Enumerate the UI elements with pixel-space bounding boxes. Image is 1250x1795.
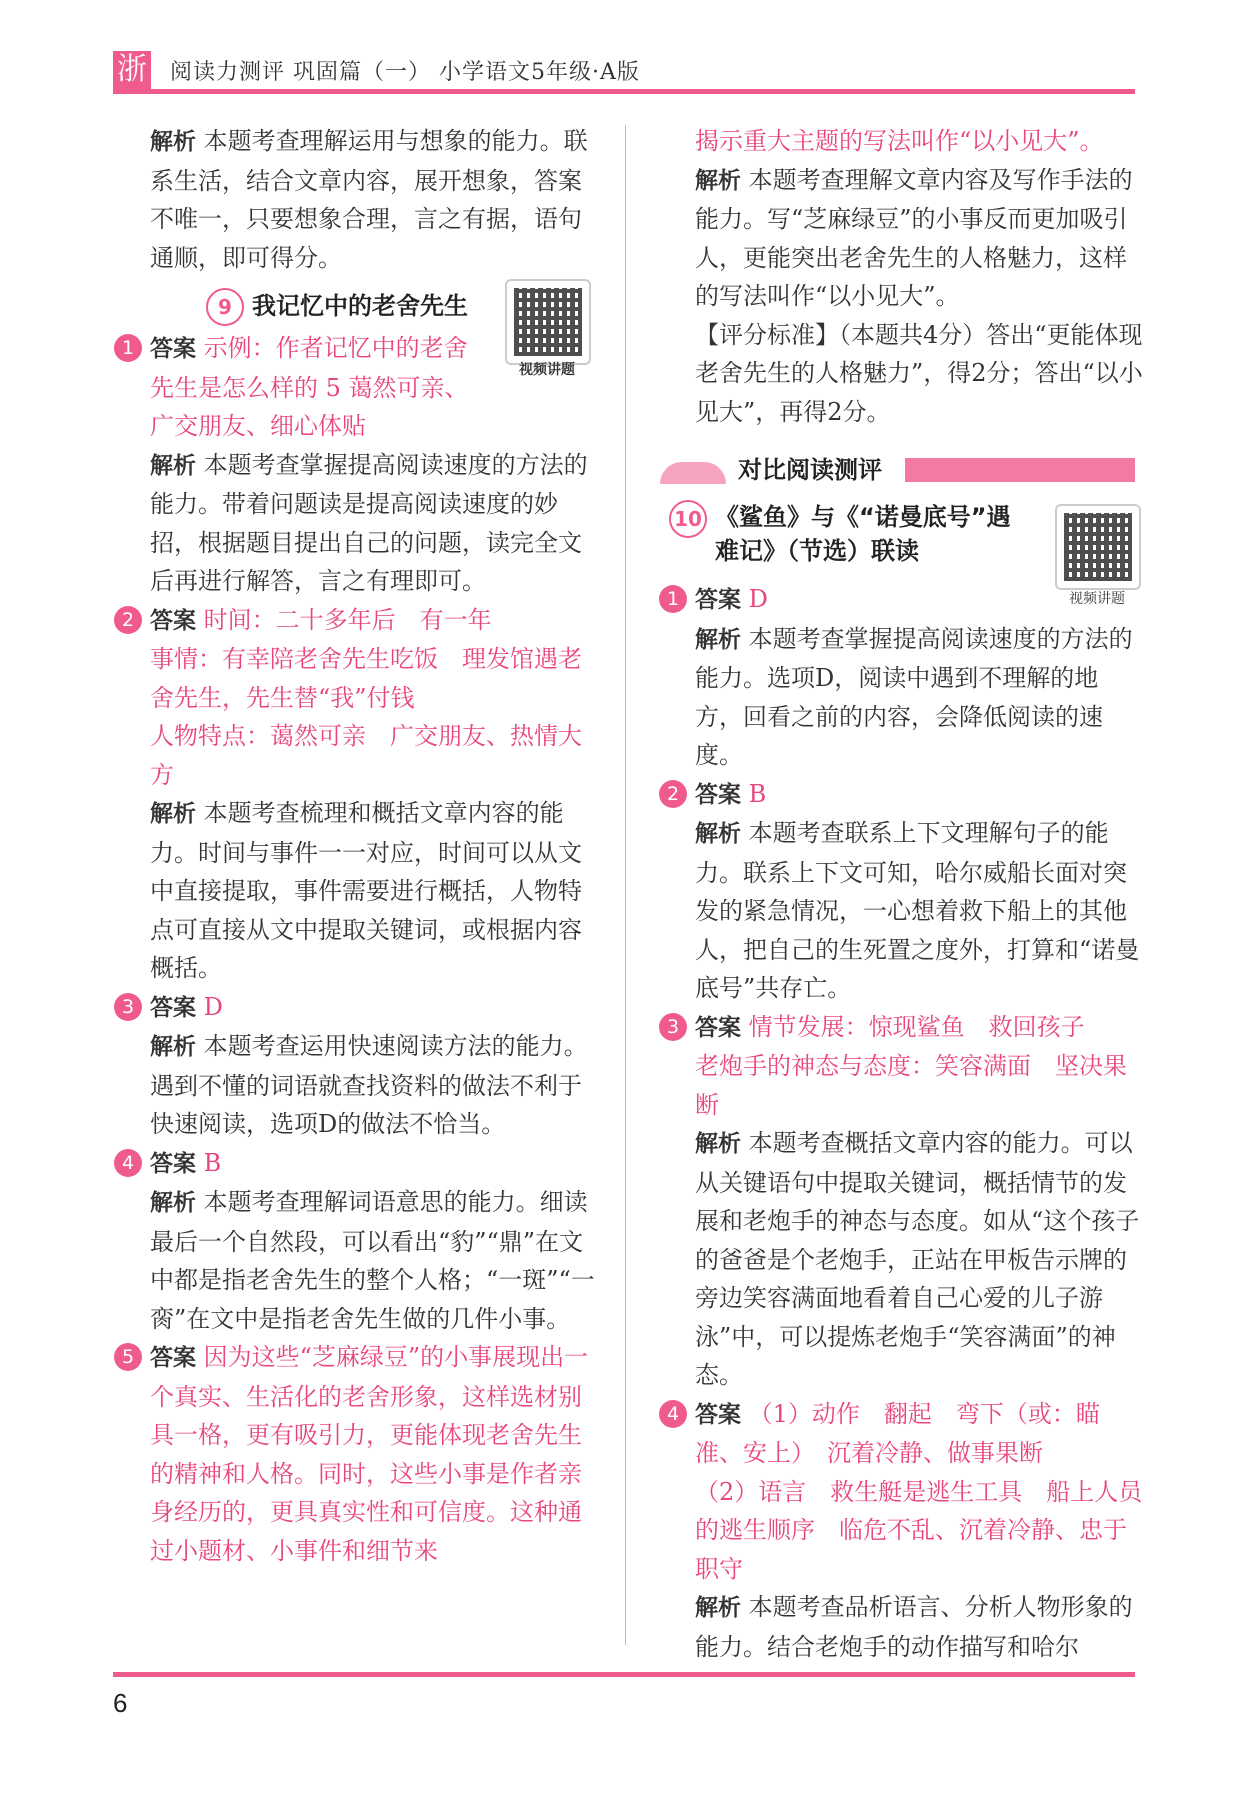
explanation-text: 本题考查掌握提高阅读速度的方法的能力。选项D，阅读中遇到不理解的地方，回看之前的内容，会降低阅读的速度。 xyxy=(695,624,1133,769)
explanation-label: 解析 xyxy=(695,626,741,653)
explanation-label: 解析 xyxy=(695,821,741,847)
page-header xyxy=(0,45,1250,100)
answer-label: 答案 xyxy=(150,1150,196,1177)
answer-label: 答案 xyxy=(695,1014,741,1041)
explanation-label: 解析 xyxy=(150,801,196,827)
explanation-label: 解析 xyxy=(150,129,196,155)
explanation-text: 本题考查梳理和概括文章内容的能力。时间与事件一一对应，时间可以从文中直接提取，事件需要进行概括，人物特点可直接从文中提取关键词，或根据内容概括。 xyxy=(150,799,582,982)
explanation-text: 本题考查理解词语意思的能力。细读最后一个自然段，可以看出“豹”“鼎”在文中都是指老舍先生的整个人格；“一斑”“一脔”在文中是指老舍先生做的几件小事。 xyxy=(150,1188,595,1333)
q4-answer xyxy=(121,1144,600,1184)
answer-text: D xyxy=(203,992,223,1021)
answer-label: 答案 xyxy=(695,781,741,808)
explanation-text: 本题考查品析语言、分析人物形象的能力。结合老炮手的动作描写和哈尔 xyxy=(695,1593,1133,1661)
question-number: 2 xyxy=(659,780,687,808)
right-column xyxy=(695,122,1145,431)
answer-text: 人物特点：蔼然可亲 广交朋友、热情大方 xyxy=(150,722,582,789)
scoring-label: 【评分标准】 xyxy=(695,320,839,349)
qr-code-icon[interactable] xyxy=(1055,504,1141,590)
q3-answer xyxy=(121,988,600,1028)
right-column-lower xyxy=(666,500,1145,1666)
section-10-heading xyxy=(669,500,1029,580)
question-number: 1 xyxy=(659,585,687,613)
answer-text: D xyxy=(748,585,768,613)
page-number: 6 xyxy=(113,1688,128,1718)
answer-text: 因为这些“芝麻绿豆”的小事展现出一个真实、生活化的老舍形象，这样选材别具一格，更有吸引力，更能体现老舍先生的精神和人格。同时，这些小事是作者亲身经历的，更具真实性和可信度。这种通过小题材、小事件和细节来 xyxy=(150,1343,589,1565)
question-number: 3 xyxy=(659,1013,687,1041)
q3-explanation xyxy=(695,1124,1145,1395)
scoring-criteria xyxy=(695,316,1145,432)
section-number: 9 xyxy=(206,288,244,326)
explanation-text: 本题考查联系上下文理解句子的能力。联系上下文可知，哈尔威船长面对突发的紧急情况，一心想着救下船上的其他人，把自己的生死置之度外，打算和“诺曼底号”共存亡。 xyxy=(695,819,1140,1002)
q4-explanation xyxy=(695,1588,1145,1666)
q1-explanation xyxy=(695,620,1145,775)
question-number: 1 xyxy=(114,334,142,362)
banner-bar xyxy=(905,458,1135,482)
header-rule xyxy=(113,89,1135,94)
q2-explanation xyxy=(695,814,1145,1008)
explanation-label: 解析 xyxy=(695,1131,741,1157)
answer-text: 情节发展：惊现鲨鱼 救回孩子 xyxy=(748,1012,1085,1041)
answer-text: 示例：作者记忆中的老舍先生是怎么样的 5 蔼然可亲、广交朋友、细心体贴 xyxy=(150,334,469,440)
question-number: 5 xyxy=(114,1343,142,1371)
scoring-text: （本题共4分）答出“更能体现老舍先生的人格魅力”，得2分；答出“以小见大”，再得2分。 xyxy=(695,320,1143,426)
explanation-text: 本题考查理解文章内容及写作手法的能力。写“芝麻绿豆”的小事反而更加吸引人，更能突出老舍先生的人格魅力，这样的写法叫作“以小见大”。 xyxy=(695,165,1133,310)
explanation-label: 解析 xyxy=(150,1034,196,1060)
answer-text: 事情：有幸陪老舍先生吃饭 理发馆遇老舍先生，先生替“我”付钱 xyxy=(150,645,582,712)
answer-label: 答案 xyxy=(150,1345,196,1371)
question-number: 3 xyxy=(114,993,142,1021)
explanation-label: 解析 xyxy=(150,1190,196,1216)
explanation-text: 本题考查掌握提高阅读速度的方法的能力。带着问题读是提高阅读速度的妙招，根据题目提出自己的问题，读完全文后再进行解答，言之有理即可。 xyxy=(150,450,588,595)
answer-label: 答案 xyxy=(150,994,196,1021)
explanation-label: 解析 xyxy=(695,167,741,194)
q4-explanation xyxy=(150,1183,600,1338)
footer-rule xyxy=(113,1672,1135,1677)
q3-explanation xyxy=(150,1027,600,1144)
answer-label: 答案 xyxy=(150,607,196,634)
qr-code-icon[interactable] xyxy=(505,279,591,365)
q1-explanation xyxy=(150,446,600,601)
answer-text: （1）动作 翻起 弯下（或：瞄准、安上） 沉着冷静、做事果断 xyxy=(695,1399,1100,1467)
column-divider xyxy=(625,125,626,1645)
q1-answer xyxy=(121,329,490,446)
q5-explanation xyxy=(695,161,1145,316)
header-title: 阅读力测评 巩固篇（一） 小学语文5年级·A版 xyxy=(170,60,640,85)
q3-answer xyxy=(666,1008,1145,1125)
answer-label: 答案 xyxy=(695,1401,741,1428)
question-number: 2 xyxy=(114,606,142,634)
section-title: 《鲨鱼》与《“诺曼底号”遇难记》（节选）联读 xyxy=(715,503,1011,565)
q2-explanation xyxy=(150,794,600,988)
answer-text: 老炮手的神态与态度：笑容满面 坚决果断 xyxy=(695,1052,1127,1119)
section-title: 我记忆中的老舍先生 xyxy=(252,292,468,320)
comparison-reading-banner xyxy=(660,456,1135,484)
explanation-label: 解析 xyxy=(695,1595,741,1621)
qr-caption: 视频讲题 xyxy=(1069,591,1125,607)
intro-explanation xyxy=(150,122,600,277)
answer-text: 时间：二十多年后 有一年 xyxy=(203,605,492,634)
explanation-text: 本题考查概括文章内容的能力。可以从关键语句中提取关键词，概括情节的发展和老炮手的神态与态度。如从“这个孩子的爸爸是个老炮手，正站在甲板告示牌的旁边笑容满面地看着自己心爱的儿子游泳”中，可以提炼老炮手“笑容满面”的神态。 xyxy=(695,1129,1140,1389)
q2-answer xyxy=(666,775,1145,815)
q4-answer xyxy=(666,1395,1145,1589)
q2-answer xyxy=(121,601,600,795)
answer-text: B xyxy=(748,779,767,808)
explanation-text: 本题考查运用快速阅读方法的能力。遇到不懂的词语就查找资料的做法不利于快速阅读，选项D的做法不恰当。 xyxy=(150,1032,588,1138)
banner-decoration-icon xyxy=(660,462,726,484)
explanation-label: 解析 xyxy=(150,452,196,479)
banner-title: 对比阅读测评 xyxy=(738,456,882,484)
explanation-text: 本题考查理解运用与想象的能力。联系生活，结合文章内容，展开想象，答案不唯一，只要想象合理，言之有据，语句通顺，即可得分。 xyxy=(150,127,588,272)
answer-text: （2）语言 救生艇是逃生工具 船上人员的逃生顺序 临危不乱、沉着冷静、忠于职守 xyxy=(695,1477,1143,1583)
qr-caption: 视频讲题 xyxy=(519,362,575,378)
question-number: 4 xyxy=(659,1400,687,1428)
q5-answer-continued: 揭示重大主题的写法叫作“以小见大”。 xyxy=(695,127,1104,155)
province-logo: 浙 xyxy=(113,51,151,89)
answer-label: 答案 xyxy=(150,336,196,362)
q5-answer xyxy=(121,1338,600,1570)
answer-label: 答案 xyxy=(695,587,741,613)
left-column xyxy=(121,122,600,1570)
section-number: 10 xyxy=(669,500,707,538)
question-number: 4 xyxy=(114,1149,142,1177)
answer-text: B xyxy=(203,1148,222,1177)
